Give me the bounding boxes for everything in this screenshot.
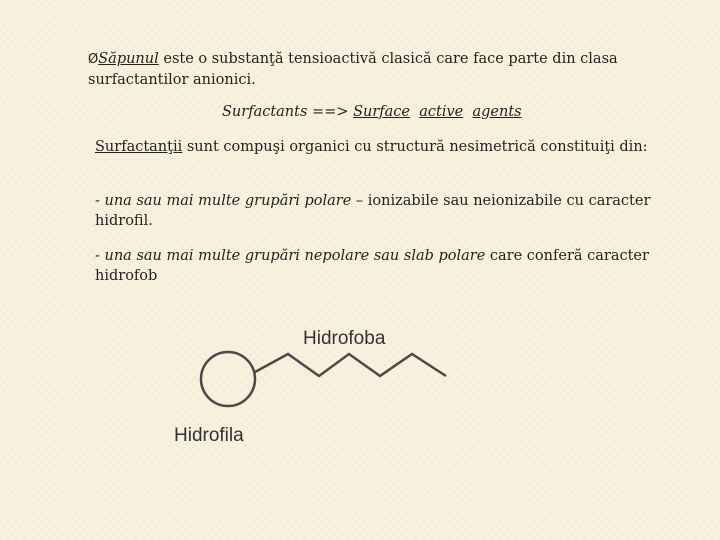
bullet-arrow-icon: Ø [88, 52, 99, 67]
polar-groups-italic: - una sau mai multe grupări polare [95, 193, 352, 209]
polar-groups-text: – ionizabile sau neionizabile cu caracter hidrofil. [95, 193, 651, 229]
nonpolar-groups-italic: - una sau mai multe grupări nepolare sau slab polare [95, 248, 486, 264]
agents-word: agents [472, 104, 522, 120]
label-hidrofoba: Hidrofoba [303, 328, 386, 349]
surfactantii-word: Surfactanţii [95, 139, 183, 155]
nonpolar-groups-text: care conferă caracter hidrofob [95, 248, 649, 284]
surfactants-arrow-text: Surfactants ==> [222, 104, 354, 120]
paragraph-surfactantii-text: sunt compuşi organici cu structură nesimetrică constituiţi din: [182, 139, 648, 155]
hydrophobic-tail-chain [255, 354, 446, 376]
surface-word: Surface [353, 104, 411, 120]
sapunul-word: Săpunul [98, 51, 159, 67]
paragraph-sapunul-text: este o substanţă tensioactivă clasică care face parte din clasa surfactantilor anionici. [88, 51, 618, 88]
hydrophilic-head-circle [201, 352, 255, 406]
active-word: active [419, 104, 464, 120]
label-hidrofila: Hidrofila [174, 425, 244, 446]
